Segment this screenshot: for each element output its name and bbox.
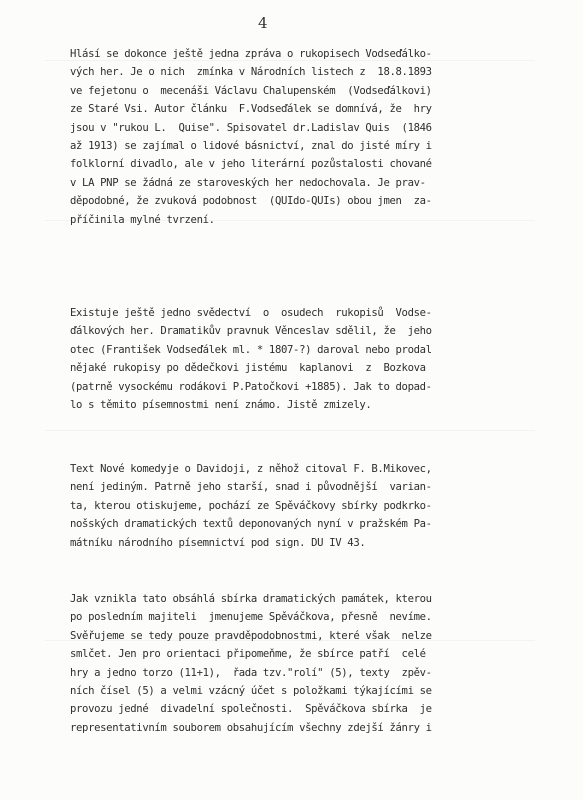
text-line: nošských dramatických textů deponovaných nyní v pražském Pa-: [70, 518, 432, 531]
text-line: Svěřujeme se tedy pouze pravděpodobnostmi, které však nelze: [70, 629, 432, 642]
text-line: v LA PNP se žádná ze staroveských her nedochovala. Je prav-: [70, 176, 426, 189]
text-line: (patrně vysockému rodákovi P.Patočkovi +1885). Jak to dopad-: [70, 380, 432, 393]
text-line: po posledním majiteli jmenujeme Spěváčkova, přesně nevíme.: [70, 611, 432, 624]
text-line: až 1913) se zajímal o lidové básnictví, znal do jisté míry i: [70, 140, 432, 153]
text-line: ve fejetonu o mecenáši Václavu Chalupenském (Vodseďálkovi): [70, 84, 432, 97]
paragraph: [70, 45, 510, 229]
text-line: není jediným. Patrně jeho starší, snad i původnější varian-: [70, 481, 432, 494]
text-line: děpodobné, že zvuková podobnost (QUIdo-QUIs) obou jmen za-: [70, 195, 432, 208]
text-line: Text Nové komedyje o Davidoji, z něhož citoval F. B.Mikovec,: [70, 463, 432, 475]
paragraph: [70, 590, 510, 737]
text-line: nějaké rukopisy po dědečkovi jistému kaplanovi z Bozkova: [70, 362, 426, 375]
text-line: ních čísel (5) a velmi vzácný účet s položkami týkajícími se: [70, 685, 432, 698]
text-line: Jak vznikla tato obsáhlá sbírka dramatických památek, kterou: [70, 593, 432, 605]
text-line: otec (František Vodseďálek ml. * 1807-?) daroval nebo prodal: [70, 343, 432, 356]
text-line: ze Staré Vsi. Autor článku F.Vodseďálek se domnívá, že hry: [70, 103, 432, 116]
text-line: folklorní divadlo, ale v jeho literární pozůstalosti chované: [70, 158, 432, 171]
text-line: ďálkových her. Dramatikův pravnuk Věnceslav sdělil, že jeho: [70, 325, 432, 338]
text-line: hry a jedno torzo (11+1), řada tzv."rolí" (5), texty zpěv-: [70, 666, 432, 679]
text-line: příčinila mylné tvrzení.: [70, 213, 215, 226]
paragraph: [70, 304, 510, 414]
text-line: Hlásí se dokonce ještě jedna zpráva o rukopisech Vodseďálko-: [70, 48, 432, 60]
text-line: lo s těmito písemnostmi není známo. Jistě zmizely.: [70, 399, 372, 412]
text-line: ta, kterou otiskujeme, pochází ze Spěváčkovy sbírky podkrko-: [70, 499, 432, 512]
text-line: representativním souborem obsahujícím všechny zdejší žánry i: [70, 721, 432, 734]
text-line: vých her. Je o nich zmínka v Národních listech z 18.8.1893: [70, 66, 432, 79]
paragraph: [70, 460, 510, 552]
page-number: 4: [258, 14, 268, 32]
text-line: jsou v "rukou L. Quise". Spisovatel dr.Ladislav Quis (1846: [70, 121, 432, 134]
text-line: provozu jedné divadelní společnosti. Spěváčkova sbírka je: [70, 703, 432, 716]
text-line: smlčet. Jen pro orientaci připomeňme, že sbírce patří celé: [70, 648, 426, 661]
text-line: Existuje ještě jedno svědectví o osudech rukopisů Vodse-: [70, 307, 432, 319]
text-line: mátníku národního písemnictví pod sign. DU IV 43.: [70, 536, 366, 549]
